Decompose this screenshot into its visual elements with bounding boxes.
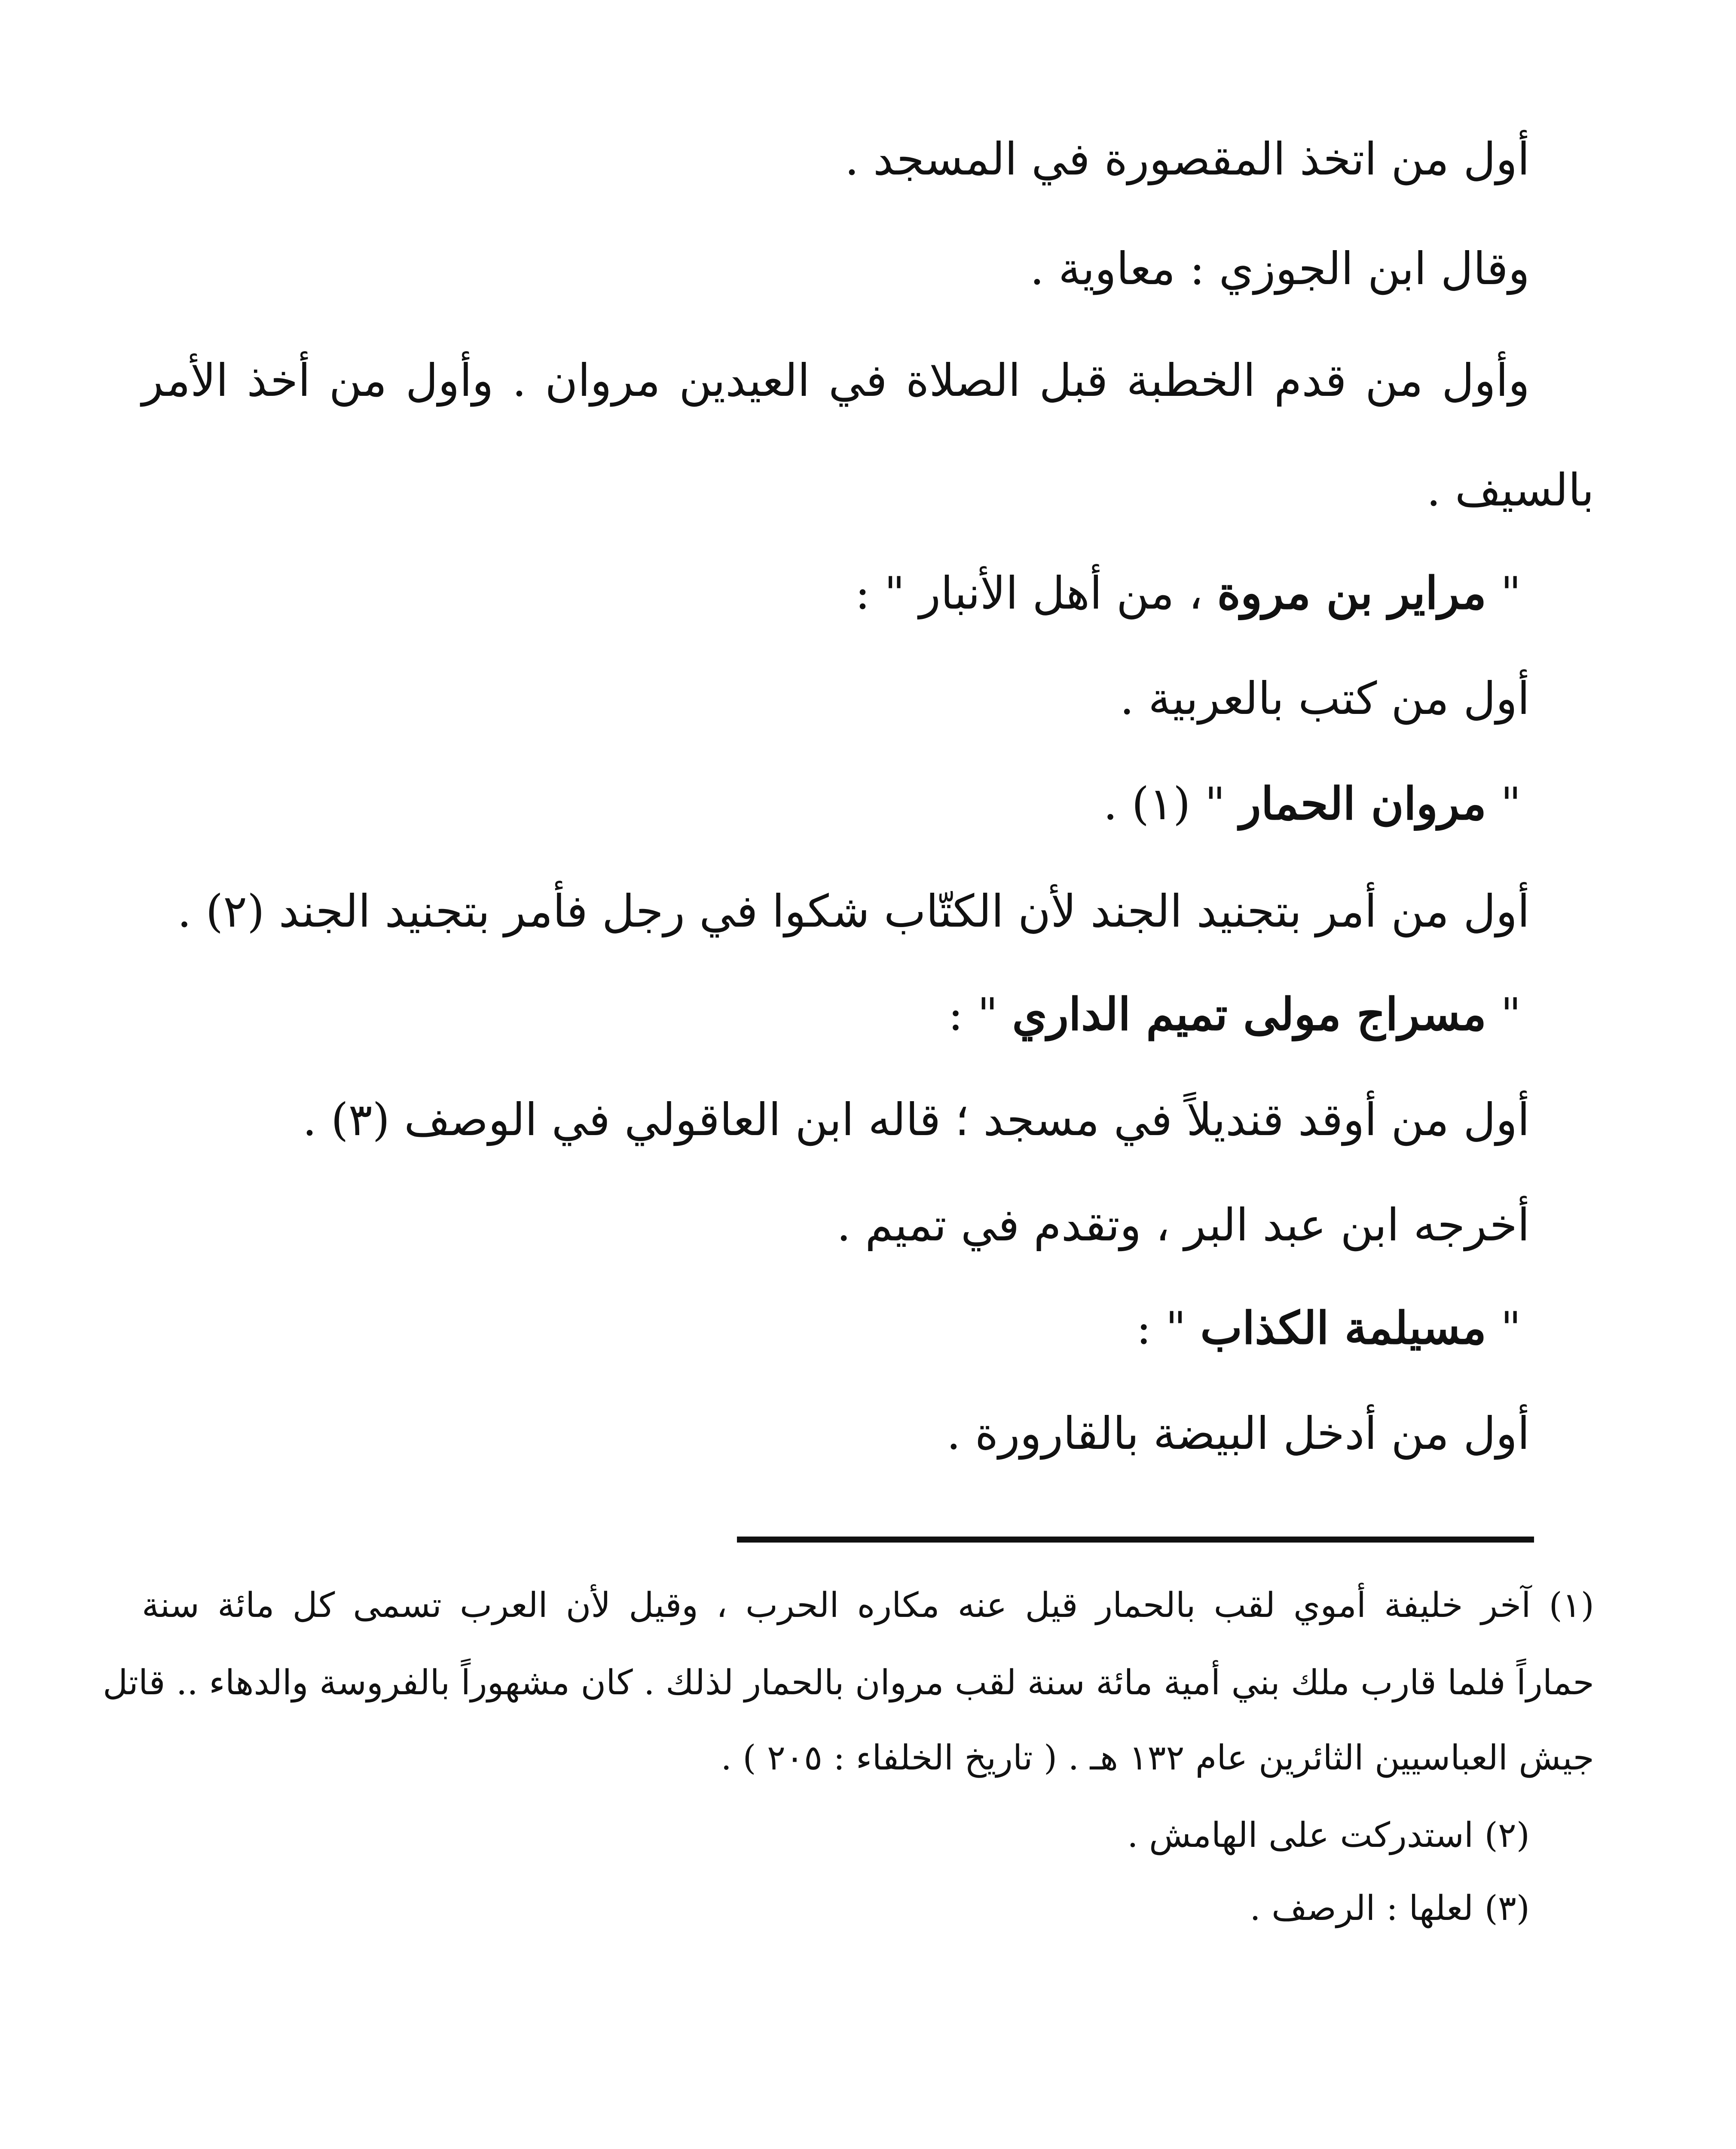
body-line: أول من أمر بتجنيد الجند لأن الكتّاب شكوا في رجل فأمر بتجنيد الجند (٢) . <box>177 885 1530 937</box>
body-line: وقال ابن الجوزي : معاوية . <box>1030 242 1530 295</box>
body-line: بالسيف . <box>1426 464 1594 516</box>
entry-heading <box>1103 774 1521 834</box>
quote-mark: " <box>1486 988 1521 1041</box>
body-line: أول من أوقد قنديلاً في مسجد ؛ قاله ابن العاقولي في الوصف (٣) . <box>303 1093 1530 1146</box>
footnote-separator <box>737 1537 1534 1543</box>
footnote-line: حماراً فلما قارب ملك بني أمية مائة سنة لقب مروان بالحمار لذلك . كان مشهوراً بالفروسة والدهاء .. قاتل <box>103 1662 1594 1702</box>
entry-heading-rest: " : <box>1136 1302 1201 1354</box>
footnote-line: (٣) لعلها : الرصف . <box>1250 1888 1530 1928</box>
entry-heading <box>1136 1298 1521 1358</box>
entry-name: مراير بن مروة <box>1217 566 1487 619</box>
body-line: وأول من قدم الخطبة قبل الصلاة في العيدين مروان . وأول من أخذ الأمر <box>142 354 1530 407</box>
entry-name: مسيلمة الكذاب <box>1200 1301 1487 1354</box>
body-line: أخرجه ابن عبد البر ، وتقدم في تميم . <box>837 1199 1530 1251</box>
footnote-line: (٢) استدركت على الهامش . <box>1127 1815 1530 1855</box>
entry-heading <box>948 984 1521 1044</box>
body-line: أول من كتب بالعربية . <box>1120 672 1530 725</box>
quote-mark: " <box>1486 567 1521 619</box>
entry-name: مسراج مولى تميم الداري <box>1012 988 1487 1041</box>
entry-heading <box>855 563 1521 623</box>
body-line: أول من أدخل البيضة بالقارورة . <box>946 1407 1530 1460</box>
entry-heading-rest: " : <box>948 988 1012 1041</box>
entry-name: مروان الحمار <box>1239 777 1487 830</box>
entry-heading-rest: " (١) . <box>1103 778 1240 830</box>
quote-mark: " <box>1486 778 1521 830</box>
footnote-line: (١) آخر خليفة أموي لقب بالحمار قيل عنه مكاره الحرب ، وقيل لأن العرب تسمى كل مائة سنة <box>142 1585 1594 1625</box>
footnote-line: جيش العباسيين الثائرين عام ١٣٢ هـ . ( تاريخ الخلفاء : ٢٠٥ ) . <box>721 1738 1594 1778</box>
quote-mark: " <box>1486 1302 1521 1354</box>
body-line: أول من اتخذ المقصورة في المسجد . <box>844 133 1530 185</box>
entry-heading-rest: ، من أهل الأنبار " : <box>855 567 1217 619</box>
